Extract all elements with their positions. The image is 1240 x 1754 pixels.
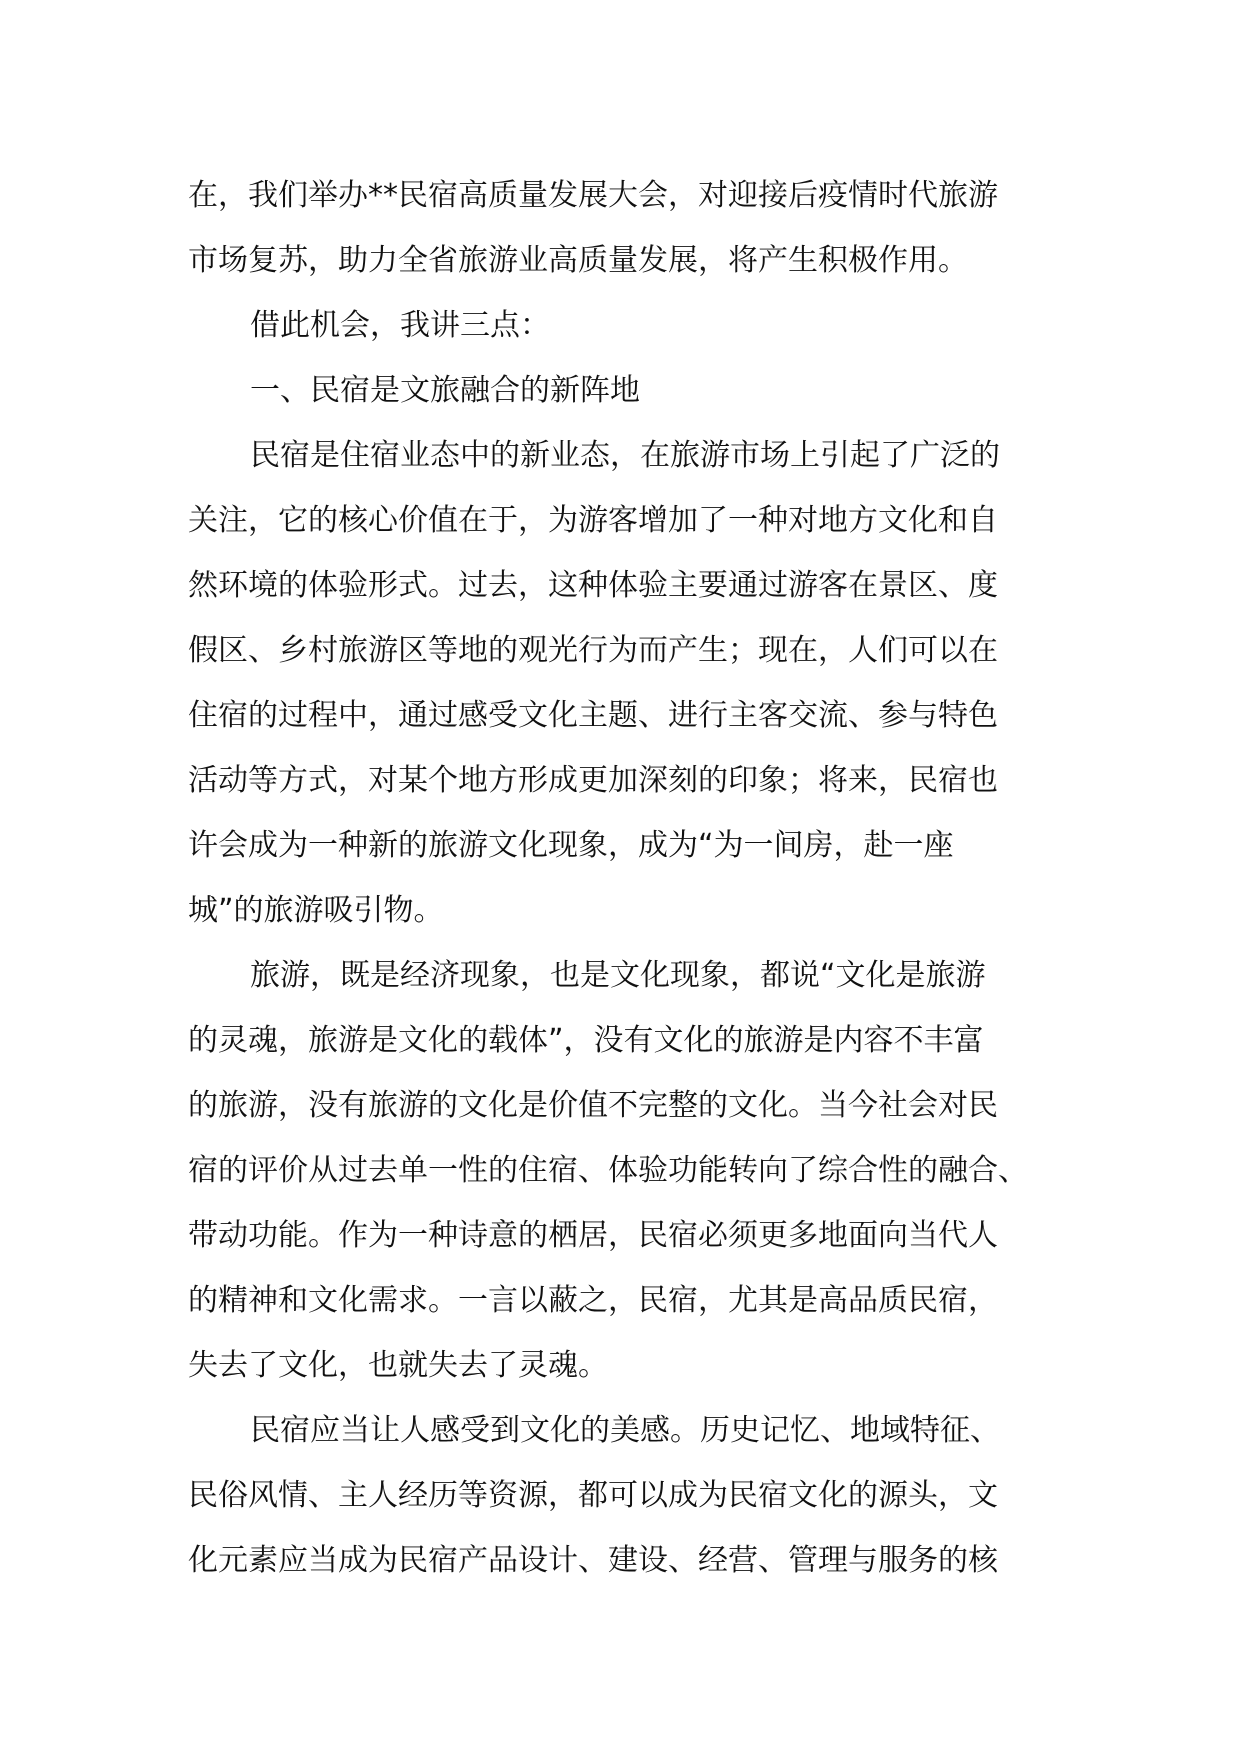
text-line: 民宿应当让人感受到文化的美感。历史记忆、地域特征、 xyxy=(250,1413,1000,1448)
text-line: 化元素应当成为民宿产品设计、建设、经营、管理与服务的核 xyxy=(188,1543,998,1578)
text-line: 旅游，既是经济现象，也是文化现象，都说“文化是旅游 xyxy=(250,958,986,993)
text-line: 市场复苏，助力全省旅游业高质量发展，将产生积极作用。 xyxy=(188,243,968,278)
text-line: 的旅游，没有旅游的文化是价值不完整的文化。当今社会对民 xyxy=(188,1088,998,1123)
text-line: 带动功能。作为一种诗意的栖居，民宿必须更多地面向当代人 xyxy=(188,1218,998,1253)
text-line: 假区、乡村旅游区等地的观光行为而产生；现在，人们可以在 xyxy=(188,633,998,668)
text-line: 一、民宿是文旅融合的新阵地 xyxy=(250,373,640,408)
text-line: 许会成为一种新的旅游文化现象，成为“为一间房，赴一座 xyxy=(188,828,954,863)
text-line: 民宿是住宿业态中的新业态，在旅游市场上引起了广泛的 xyxy=(250,438,1000,473)
text-line: 然环境的体验形式。过去，这种体验主要通过游客在景区、度 xyxy=(188,568,998,603)
text-line: 的灵魂，旅游是文化的载体”，没有文化的旅游是内容不丰富 xyxy=(188,1023,984,1058)
text-line: 城”的旅游吸引物。 xyxy=(188,893,444,928)
text-line: 关注，它的核心价值在于，为游客增加了一种对地方文化和自 xyxy=(188,503,998,538)
text-line: 借此机会，我讲三点： xyxy=(250,308,550,343)
text-line: 在，我们举办**民宿高质量发展大会，对迎接后疫情时代旅游 xyxy=(188,178,998,213)
text-line: 活动等方式，对某个地方形成更加深刻的印象；将来，民宿也 xyxy=(188,763,998,798)
text-line: 住宿的过程中，通过感受文化主题、进行主客交流、参与特色 xyxy=(188,698,998,733)
text-line: 民俗风情、主人经历等资源，都可以成为民宿文化的源头，文 xyxy=(188,1478,998,1513)
body-text xyxy=(188,163,1058,1593)
text-line: 的精神和文化需求。一言以蔽之，民宿，尤其是高品质民宿， xyxy=(188,1283,998,1318)
text-line: 宿的评价从过去单一性的住宿、体验功能转向了综合性的融合、 xyxy=(188,1153,1028,1188)
text-line: 失去了文化，也就失去了灵魂。 xyxy=(188,1348,608,1383)
